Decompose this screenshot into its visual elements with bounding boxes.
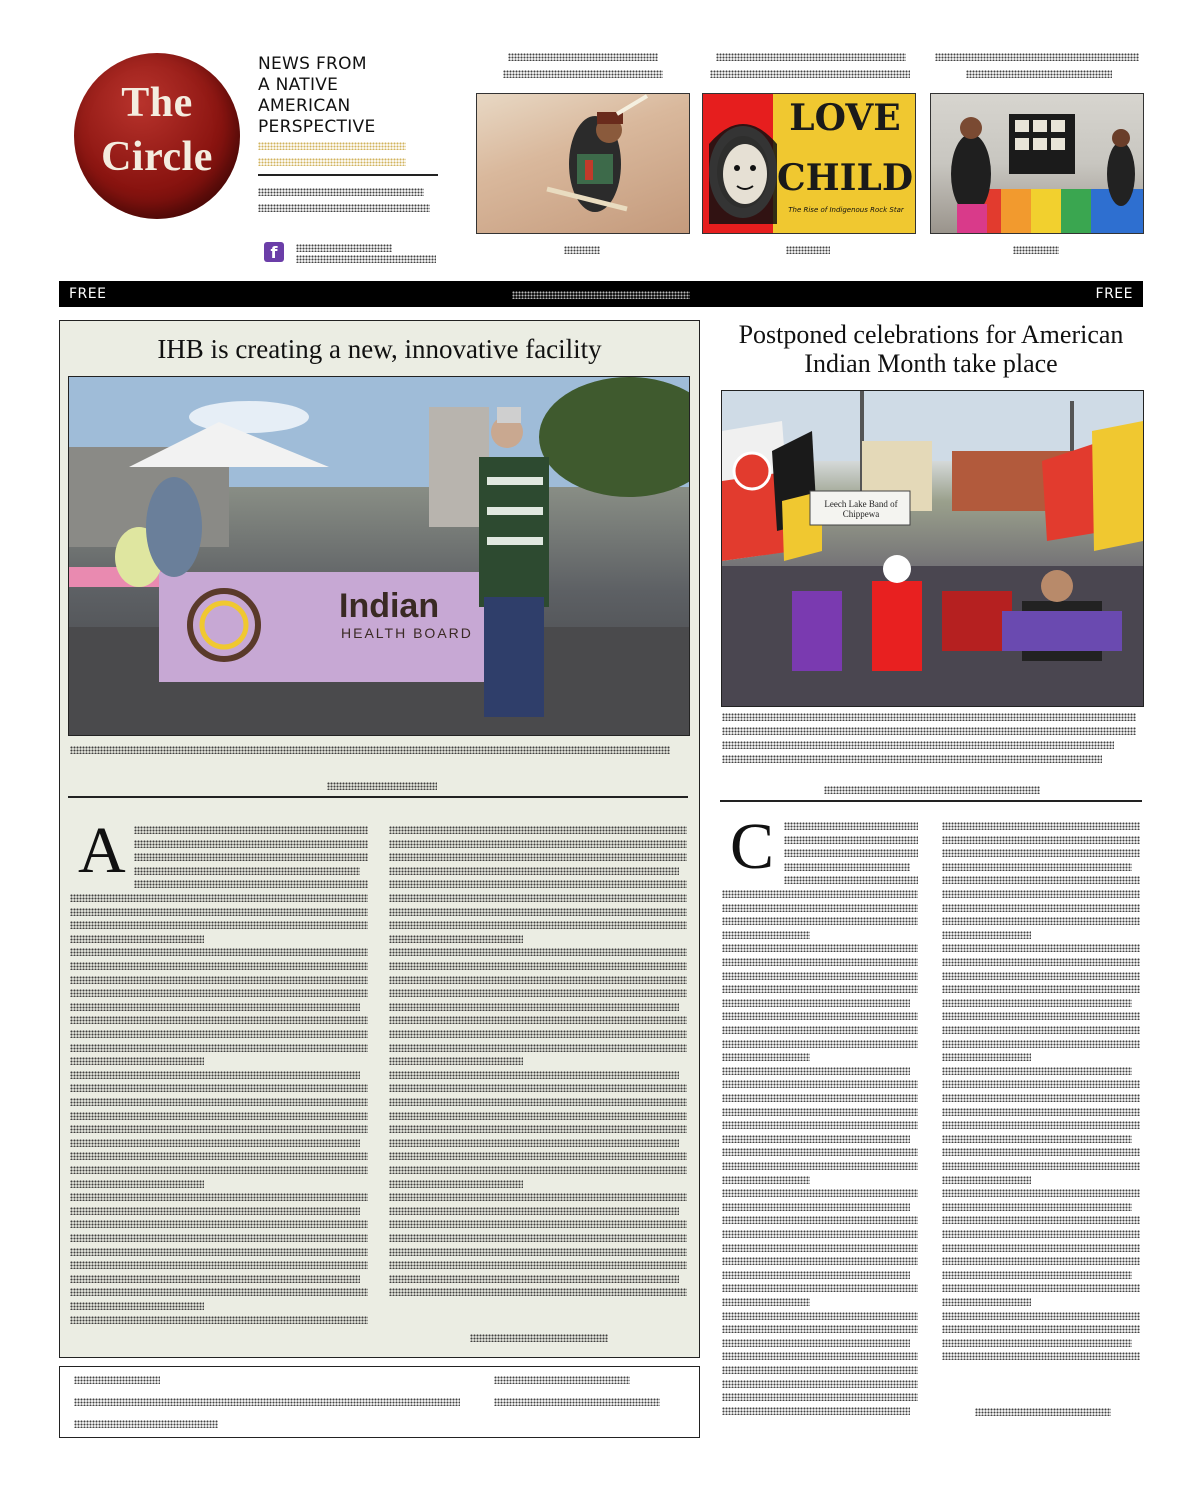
- body-text-line: [70, 1220, 368, 1228]
- body-text-line: [389, 826, 687, 834]
- body-text-line: [70, 1139, 360, 1147]
- facebook-icon[interactable]: f: [264, 242, 284, 262]
- continued-on[interactable]: [975, 1408, 1111, 1416]
- masthead-issue-info: [258, 188, 424, 196]
- body-text-line: [942, 1135, 1132, 1143]
- tagline-line: NEWS FROM: [258, 54, 367, 74]
- teaser-headline[interactable]: [710, 70, 910, 78]
- body-text-line: [134, 826, 368, 834]
- body-text-line: [942, 917, 1140, 925]
- body-text-line: [70, 962, 368, 970]
- banner-date: [512, 291, 690, 299]
- body-text-line: [722, 1203, 910, 1211]
- body-text-line: [70, 1302, 204, 1310]
- body-text-line: [389, 962, 687, 970]
- dancer-illustration: [477, 94, 689, 233]
- body-text-line: [389, 1098, 687, 1106]
- parade-banner-text: Leech Lake Band of Chippewa: [824, 499, 898, 519]
- promo-line[interactable]: [74, 1420, 218, 1428]
- body-text-line: [942, 1121, 1140, 1129]
- body-text-line: [942, 1094, 1140, 1102]
- body-text-line: [70, 1261, 368, 1269]
- body-text-line: [722, 1244, 918, 1252]
- booth-illustration: [931, 94, 1143, 233]
- body-text-line: [389, 1152, 687, 1160]
- body-text-line: [70, 1248, 368, 1256]
- body-text-line: [784, 822, 918, 830]
- body-text-line: [722, 1108, 918, 1116]
- body-text-line: [389, 1288, 687, 1296]
- body-text-line: [784, 863, 910, 871]
- body-text-line: [134, 867, 360, 875]
- body-text-line: [722, 1380, 918, 1388]
- logo-word-circle: Circle: [101, 134, 213, 180]
- tagline-line: AMERICAN: [258, 96, 351, 116]
- body-text-line: [70, 921, 368, 929]
- body-text-line: [134, 880, 368, 888]
- body-text-line: [722, 1325, 918, 1333]
- body-text-line: [942, 1189, 1140, 1197]
- promo-label: [74, 1376, 160, 1384]
- body-text-line: [70, 1003, 360, 1011]
- body-text-line: [389, 1166, 687, 1174]
- thumbnail-caption: [1013, 246, 1059, 254]
- booth-sign-indian: Indian: [339, 587, 440, 625]
- body-text-line: [942, 1312, 1140, 1320]
- body-text-line: [722, 1339, 910, 1347]
- body-text-line: [389, 1180, 523, 1188]
- body-text-line: [722, 1352, 918, 1360]
- promo-label: [494, 1376, 630, 1384]
- body-text-line: [722, 972, 918, 980]
- body-text-line: [942, 1203, 1132, 1211]
- body-text-line: [134, 853, 368, 861]
- body-text-line: [942, 1067, 1132, 1075]
- body-text-line: [389, 880, 687, 888]
- body-text-line: [942, 863, 1132, 871]
- body-text-line: [389, 921, 687, 929]
- body-text-line: [70, 908, 368, 916]
- photo-caption: [722, 713, 1136, 721]
- body-text-line: [942, 999, 1132, 1007]
- body-text-line: [942, 1284, 1140, 1292]
- body-text-line: [70, 1125, 368, 1133]
- body-text-line: [942, 985, 1140, 993]
- body-text-line: [942, 1040, 1140, 1048]
- masthead-subtag: [258, 158, 406, 166]
- body-text-line: [70, 1193, 368, 1201]
- byline: [824, 786, 1040, 794]
- body-text-line: [389, 1207, 679, 1215]
- parade-scene: [722, 391, 1143, 706]
- story-divider: [720, 800, 1142, 802]
- byline: [327, 782, 437, 790]
- body-text-line: [722, 1284, 918, 1292]
- body-text-line: [70, 1016, 368, 1024]
- body-text-line: [389, 1193, 687, 1201]
- body-text-line: [942, 1339, 1132, 1347]
- body-text-line: [942, 1012, 1140, 1020]
- second-story-photo[interactable]: [721, 390, 1144, 707]
- body-text-line: [722, 890, 918, 898]
- thumbnail-caption: [786, 246, 830, 254]
- body-text-line: [942, 890, 1140, 898]
- teaser-headline[interactable]: [503, 70, 663, 78]
- facebook-link[interactable]: [296, 255, 436, 263]
- body-text-line: [942, 876, 1140, 884]
- body-text-line: [722, 1094, 918, 1102]
- body-text-line: [942, 1026, 1140, 1034]
- body-text-line: [389, 1112, 687, 1120]
- body-text-line: [942, 1298, 1031, 1306]
- body-text-line: [722, 1026, 918, 1034]
- continued-on[interactable]: [470, 1334, 608, 1342]
- body-text-line: [389, 1261, 687, 1269]
- story-divider: [68, 796, 688, 798]
- poster-title-child: CHILD: [777, 157, 914, 199]
- body-text-line: [784, 849, 918, 857]
- body-text-line: [70, 1057, 204, 1065]
- body-text-line: [722, 1053, 810, 1061]
- body-text-line: [722, 1393, 918, 1401]
- body-text-line: [389, 894, 687, 902]
- body-text-line: [389, 989, 687, 997]
- body-text-line: [389, 1248, 687, 1256]
- body-text-line: [389, 1139, 679, 1147]
- body-text-line: [70, 1152, 368, 1160]
- body-text-line: [389, 1084, 687, 1092]
- body-text-line: [70, 1098, 368, 1106]
- photo-caption: [70, 746, 670, 754]
- body-text-line: [70, 989, 368, 997]
- masthead-rule: [258, 174, 438, 176]
- body-text-line: [722, 1080, 918, 1088]
- poster-subtitle: The Rise of Indigenous Rock Star: [788, 206, 904, 214]
- body-text-line: [942, 1162, 1140, 1170]
- thumbnail-booth[interactable]: [930, 93, 1144, 234]
- body-text-line: [722, 1366, 918, 1374]
- thumbnail-dancer[interactable]: [476, 93, 690, 234]
- body-text-line: [722, 1162, 918, 1170]
- body-text-line: [389, 1125, 687, 1133]
- body-text-line: [134, 840, 368, 848]
- body-text-line: [722, 1189, 918, 1197]
- body-text-line: [722, 958, 918, 966]
- body-text-line: [784, 836, 918, 844]
- thumbnail-love-child[interactable]: [702, 93, 916, 234]
- body-text-line: [722, 1067, 910, 1075]
- body-text-line: [70, 976, 368, 984]
- body-text-line: [70, 1030, 368, 1038]
- body-text-line: [70, 1112, 368, 1120]
- body-text-line: [942, 972, 1140, 980]
- body-text-line: [70, 1207, 360, 1215]
- tagline-line: PERSPECTIVE: [258, 117, 376, 137]
- body-text-line: [70, 1275, 360, 1283]
- promo-line[interactable]: [494, 1398, 660, 1406]
- body-text-line: [942, 1148, 1140, 1156]
- masthead-subtag: [258, 142, 406, 150]
- body-text-line: [389, 1275, 679, 1283]
- lead-story-photo[interactable]: [68, 376, 690, 736]
- photo-caption: [722, 755, 1102, 763]
- body-text-line: [942, 849, 1140, 857]
- body-text-line: [389, 1030, 687, 1038]
- tagline-line: A NATIVE: [258, 75, 339, 95]
- issue-banner: [59, 281, 1143, 307]
- body-text-line: [722, 1012, 918, 1020]
- body-text-line: [722, 931, 810, 939]
- masthead-issue-info: [258, 204, 430, 212]
- indian-health-board-booth-scene: [69, 377, 689, 735]
- body-text-line: [942, 1230, 1140, 1238]
- body-text-line: [722, 1230, 918, 1238]
- body-text-line: [389, 853, 687, 861]
- body-text-line: [70, 1071, 360, 1079]
- body-text-line: [389, 948, 687, 956]
- body-text-line: [70, 1044, 368, 1052]
- body-text-line: [942, 1216, 1140, 1224]
- dropcap-a: A: [78, 814, 126, 887]
- body-text-line: [722, 1135, 910, 1143]
- body-text-line: [942, 822, 1140, 830]
- body-text-line: [722, 999, 910, 1007]
- promo-line[interactable]: [74, 1398, 460, 1406]
- body-text-line: [722, 904, 918, 912]
- body-text-line: [389, 1003, 679, 1011]
- body-text-line: [70, 1288, 368, 1296]
- body-text-line: [389, 1057, 523, 1065]
- body-text-line: [70, 948, 368, 956]
- body-text-line: [722, 1176, 810, 1184]
- body-text-line: [942, 904, 1140, 912]
- body-text-line: [942, 1053, 1031, 1061]
- photo-caption: [722, 741, 1114, 749]
- body-text-line: [942, 1325, 1140, 1333]
- body-text-line: [389, 840, 687, 848]
- body-text-line: [942, 958, 1140, 966]
- body-text-line: [722, 985, 918, 993]
- body-text-line: [389, 908, 687, 916]
- body-text-line: [942, 1257, 1140, 1265]
- body-text-line: [722, 1257, 918, 1265]
- booth-sign-health-board: HEALTH BOARD: [341, 625, 473, 641]
- body-text-line: [389, 867, 679, 875]
- body-text-line: [722, 1312, 918, 1320]
- body-text-line: [70, 1180, 204, 1188]
- body-text-line: [722, 1040, 918, 1048]
- body-text-line: [389, 935, 523, 943]
- body-text-line: [389, 1044, 687, 1052]
- body-text-line: [722, 1121, 918, 1129]
- teaser-headline[interactable]: [966, 70, 1112, 78]
- body-text-line: [70, 1166, 368, 1174]
- masthead-tagline: [258, 54, 376, 138]
- teaser-headline[interactable]: [508, 53, 658, 61]
- body-text-line: [389, 1234, 687, 1242]
- body-text-line: [70, 894, 368, 902]
- dropcap-c: C: [730, 810, 775, 883]
- banner-free-right: FREE: [1095, 286, 1133, 302]
- body-text-line: [722, 1271, 910, 1279]
- poster-title-love: LOVE: [789, 97, 901, 139]
- thumbnail-caption: [564, 246, 600, 254]
- body-text-line: [722, 1407, 910, 1415]
- body-text-line: [942, 1108, 1140, 1116]
- lead-story-headline[interactable]: IHB is creating a new, innovative facility: [157, 334, 602, 364]
- body-text-line: [389, 1016, 687, 1024]
- body-text-line: [942, 836, 1140, 844]
- second-story-headline[interactable]: Postponed celebrations for American Indian Month take place: [738, 320, 1124, 378]
- body-text-line: [942, 1080, 1140, 1088]
- logo-word-the: The: [121, 80, 193, 126]
- body-text-line: [722, 1298, 810, 1306]
- body-text-line: [389, 976, 687, 984]
- body-text-line: [784, 876, 918, 884]
- body-text-line: [722, 1148, 918, 1156]
- body-text-line: [389, 1220, 687, 1228]
- body-text-line: [722, 944, 918, 952]
- body-text-line: [942, 1176, 1031, 1184]
- body-text-line: [722, 917, 918, 925]
- photo-caption: [722, 727, 1136, 735]
- body-text-line: [70, 935, 204, 943]
- body-text-line: [70, 1316, 368, 1324]
- banner-free-left: FREE: [69, 286, 107, 302]
- body-text-line: [389, 1071, 679, 1079]
- body-text-line: [70, 1234, 368, 1242]
- body-text-line: [942, 944, 1140, 952]
- teaser-headline[interactable]: [716, 53, 906, 61]
- body-text-line: [70, 1084, 368, 1092]
- body-text-line: [942, 1352, 1140, 1360]
- body-text-line: [942, 1244, 1140, 1252]
- circle-logo[interactable]: [74, 53, 240, 219]
- teaser-headline[interactable]: [935, 53, 1139, 61]
- body-text-line: [722, 1216, 918, 1224]
- body-text-line: [942, 931, 1031, 939]
- facebook-link[interactable]: [296, 244, 392, 252]
- body-text-line: [942, 1271, 1132, 1279]
